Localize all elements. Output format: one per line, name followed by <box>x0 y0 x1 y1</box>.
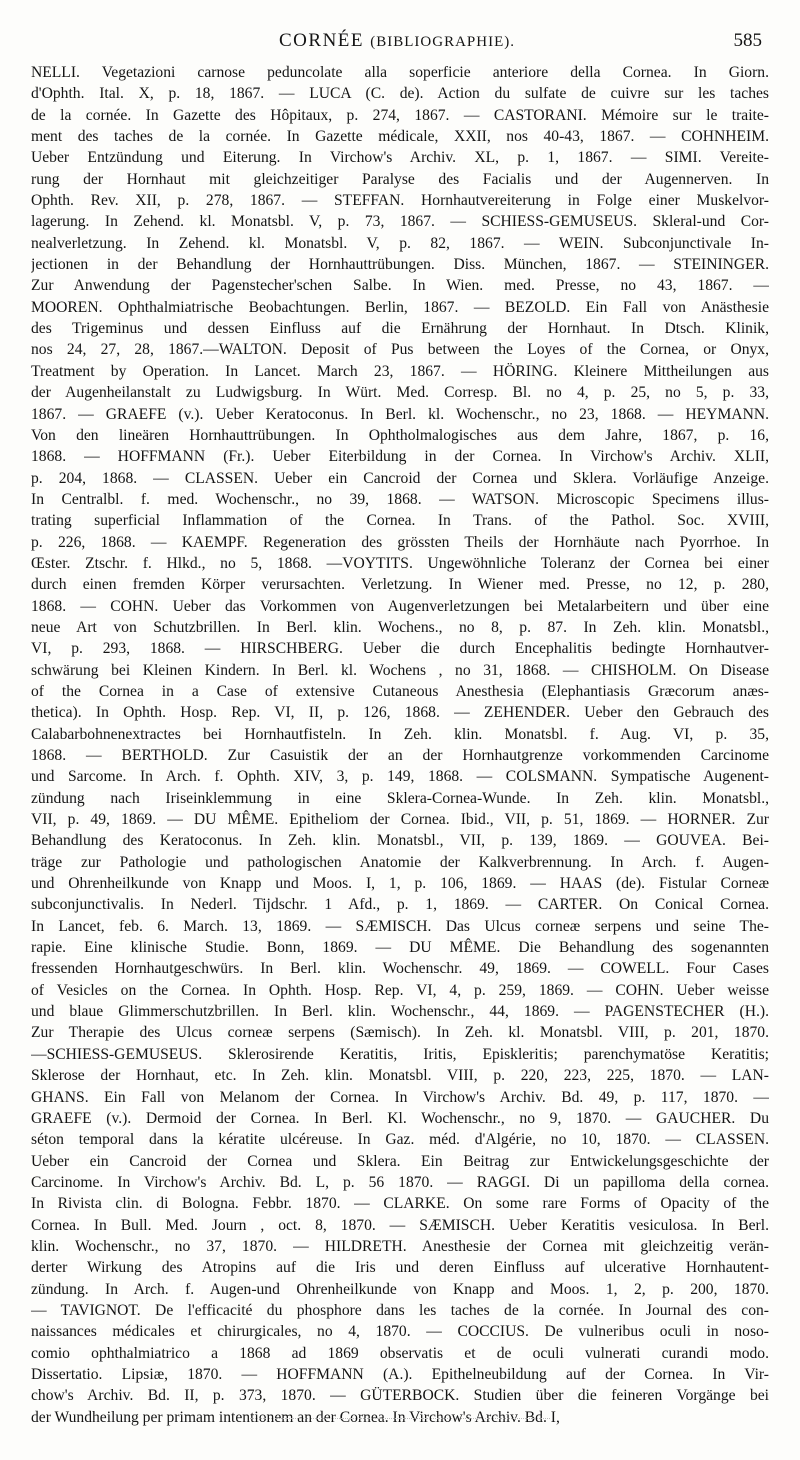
text-line: Calabarbohnenextractes bei Hornhautfisteln. In Zeh. klin. Monatsbl. f. Aug. VI, p. 35, <box>31 725 769 743</box>
text-line: p. 204, 1868. — CLASSEN. Ueber ein Cancroid der Cornea und Sklera. Vorläufige Anzeige. <box>31 469 769 487</box>
text-line: Dissertatio. Lipsiæ, 1870. — HOFFMANN (A.). Epithelneubildung auf der Cornea. In Vir- <box>31 1365 769 1383</box>
text-line: Ueber Entzündung und Eiterung. In Virchow's Archiv. XL, p. 1, 1867. — SIMI. Vereite- <box>31 149 769 167</box>
text-line: VII, p. 49, 1869. — DU MÊME. Epitheliom der Cornea. Ibid., VII, p. 51, 1869. — HORNER. Zur <box>31 811 769 829</box>
text-line: thetica). In Ophth. Hosp. Rep. VI, II, p. 126, 1868. — ZEHENDER. Ueber den Gebrauch des <box>31 704 769 722</box>
text-line: 1868. — HOFFMANN (Fr.). Ueber Eiterbildung in der Cornea. In Virchow's Archiv. XLII, <box>31 448 769 466</box>
text-line: In Rivista clin. di Bologna. Febbr. 1870. — CLARKE. On some rare Forms of Opacity of the <box>31 1195 769 1213</box>
text-line: chow's Archiv. Bd. II, p. 373, 1870. — GÜTERBOCK. Studien über die feineren Vorgänge bei <box>31 1387 769 1405</box>
text-line: träge zur Pathologie und pathologischen Anatomie der Kalkverbrennung. In Arch. f. Augen- <box>31 853 769 871</box>
page-number: 585 <box>733 30 762 51</box>
text-line: ment des taches de la cornée. In Gazette médicale, XXII, nos 40-43, 1867. — COHNHEIM. <box>31 128 769 146</box>
text-line: 1868. — BERTHOLD. Zur Casuistik der an der Hornhautgrenze vorkommenden Carcinome <box>31 747 769 764</box>
text-line: Ueber ein Cancroid der Cornea und Sklera. Ein Beitrag zur Entwickelungsgeschichte der <box>31 1152 769 1170</box>
text-line: de la cornée. In Gazette des Hôpitaux, p. 274, 1867. — CASTORANI. Mémoire sur le traite- <box>31 106 769 124</box>
running-title <box>32 30 762 52</box>
text-line: klin. Wochenschr., no 37, 1870. — HILDRETH. Anesthesie der Cornea mit gleichzeitig verän- <box>31 1237 769 1255</box>
text-line: zündung. In Arch. f. Augen-und Ohrenheilkunde von Knapp and Moos. 1, 2, p. 200, 1870. <box>31 1280 769 1298</box>
text-line: — TAVIGNOT. De l'efficacité du phosphore dans les taches de la cornée. In Journal des con- <box>31 1301 769 1319</box>
text-line: Von den lineären Hornhauttrübungen. In Ophtholmalogisches aus dem Jahre, 1867, p. 16, <box>31 426 769 444</box>
text-line: durch einen fremden Körper verursachten. Verletzung. In Wiener med. Presse, no 12, p. 280, <box>31 576 769 594</box>
text-line: GRAEFE (v.). Dermoid der Cornea. In Berl. Kl. Wochenschr., no 9, 1870. — GAUCHER. Du <box>31 1109 769 1127</box>
text-line: Treatment by Operation. In Lancet. March 23, 1867. — HÖRING. Kleinere Mittheilungen aus <box>31 362 769 380</box>
text-line: subconjunctivalis. In Nederl. Tijdschr. 1 Afd., p. 1, 1869. — CARTER. On Conical Cornea. <box>31 896 769 914</box>
text-line: fressenden Hornhautgeschwürs. In Berl. klin. Wochenschr. 49, 1869. — COWELL. Four Cases <box>31 960 769 978</box>
text-line: Cornea. In Bull. Med. Journ , oct. 8, 1870. — SÆMISCH. Ueber Keratitis vesiculosa. In Berl. <box>31 1216 769 1234</box>
text-line: p. 226, 1868. — KAEMPF. Regeneration des grössten Theils der Hornhäute nach Pyorrhoe. In <box>31 533 769 551</box>
text-line: of Vesicles on the Cornea. In Ophth. Hosp. Rep. VI, 4, p. 259, 1869. — COHN. Ueber weisse <box>31 981 769 999</box>
text-line: GHANS. Ein Fall von Melanom der Cornea. In Virchow's Archiv. Bd. 49, p. 117, 1870. — <box>31 1088 769 1106</box>
page-header <box>32 26 762 56</box>
text-line: —SCHIESS-GEMUSEUS. Sklerosirende Keratitis, Iritis, Episkleritis; parenchymatöse Keratitis; <box>31 1045 769 1063</box>
text-line: derter Wirkung des Atropins auf die Iris und deren Einfluss auf ulcerative Hornhautent- <box>31 1259 769 1277</box>
text-line: MOOREN. Ophthalmiatrische Beobachtungen. Berlin, 1867. — BEZOLD. Ein Fall von Anästhesie <box>31 298 769 316</box>
text-line: rapie. Eine klinische Studie. Bonn, 1869. — DU MÊME. Die Behandlung des sogenannten <box>31 939 769 957</box>
text-line: Zur Anwendung der Pagenstecher'schen Salbe. In Wien. med. Presse, no 43, 1867. — <box>31 277 769 295</box>
text-line: lagerung. In Zehend. kl. Monatsbl. V, p. 73, 1867. — SCHIESS-GEMUSEUS. Skleral-und Cor- <box>31 213 769 231</box>
footer-rule <box>250 1418 550 1419</box>
text-line: der Wundheilung per primam intentionem an der Cornea. In Virchow's Archiv. Bd. I, <box>31 1408 560 1426</box>
text-line: 1867. — GRAEFE (v.). Ueber Keratoconus. In Berl. kl. Wochenschr., no 23, 1868. — HEYMANN. <box>31 405 769 423</box>
text-line: Behandlung des Keratoconus. In Zeh. klin. Monatsbl., VII, p. 139, 1869. — GOUVEA. Bei- <box>31 832 769 850</box>
text-line: Carcinome. In Virchow's Archiv. Bd. L, p. 56 1870. — RAGGI. Di un papilloma della cornea. <box>31 1173 769 1191</box>
text-line: zündung nach Iriseinklemmung in eine Sklera-Cornea-Wunde. In Zeh. klin. Monatsbl., <box>31 789 769 807</box>
text-line: Ophth. Rev. XII, p. 278, 1867. — STEFFAN. Hornhautvereiterung in Folge einer Muskelvor- <box>31 192 769 210</box>
text-line: NELLI. Vegetazioni carnose peduncolate alla soperficie anteriore della Cornea. In Giorn. <box>31 64 769 81</box>
text-line: In Lancet, feb. 6. March. 13, 1869. — SÆMISCH. Das Ulcus corneæ serpens und seine The- <box>31 917 769 935</box>
text-line: In Centralbl. f. med. Wochenschr., no 39, 1868. — WATSON. Microscopic Specimens illus- <box>31 490 769 508</box>
text-line: jectionen in der Behandlung der Hornhauttrübungen. Diss. München, 1867. — STEININGER. <box>31 256 769 274</box>
bibliography-text <box>31 62 769 1428</box>
text-line: naissances médicales et chirurgicales, no 4, 1870. — COCCIUS. De vulneribus oculi in noso- <box>31 1323 769 1341</box>
text-line: d'Ophth. Ital. X, p. 18, 1867. — LUCA (C. de). Action du sulfate de cuivre sur les taches <box>31 85 769 103</box>
text-line: Œster. Ztschr. f. Hlkd., no 5, 1868. —VOYTITS. Ungewöhnliche Toleranz der Cornea bei einer <box>31 554 769 572</box>
text-line: comio ophthalmiatrico a 1868 ad 1869 observatis et de oculi vulnerati curandi modo. <box>31 1344 769 1362</box>
text-line: nealverletzung. In Zehend. kl. Monatsbl. V, p. 82, 1867. — WEIN. Subconjunctivale In- <box>31 234 769 252</box>
text-line: 1868. — COHN. Ueber das Vorkommen von Augenverletzungen bei Metalarbeitern und über eine <box>31 597 769 615</box>
text-line: rung der Hornhaut mit gleichzeitiger Paralyse des Facialis und der Augennerven. In <box>31 170 769 188</box>
text-line: nos 24, 27, 28, 1867.—WALTON. Deposit of Pus between the Loyes of the Cornea, or Onyx, <box>31 341 769 359</box>
text-line: schwärung bei Kleinen Kindern. In Berl. kl. Wochens , no 31, 1868. — CHISHOLM. On Disease <box>31 661 769 679</box>
text-line: und blaue Glimmerschutzbrillen. In Berl. klin. Wochenschr., 44, 1869. — PAGENSTECHER (H.). <box>31 1003 769 1021</box>
text-line: des Trigeminus und dessen Einfluss auf die Ernährung der Hornhaut. In Dtsch. Klinik, <box>31 320 769 338</box>
section-title: CORNÉE <box>279 30 364 51</box>
text-line: Zur Therapie des Ulcus corneæ serpens (Sæmisch). In Zeh. kl. Monatsbl. VIII, p. 201, 1870. <box>31 1024 769 1042</box>
text-line: séton temporal dans la kératite ulcéreuse. In Gaz. méd. d'Algérie, no 10, 1870. — CLASSEN. <box>31 1131 769 1149</box>
text-line: Sklerose der Hornhaut, etc. In Zeh. klin. Monatsbl. VIII, p. 220, 223, 225, 1870. — LAN- <box>31 1067 769 1085</box>
text-line: trating superficial Inflammation of the Cornea. In Trans. of the Pathol. Soc. XVIII, <box>31 512 769 530</box>
text-line: und Ohrenheilkunde von Knapp und Moos. I, 1, p. 106, 1869. — HAAS (de). Fistular Corneæ <box>31 875 769 893</box>
text-line: of the Cornea in a Case of extensive Cutaneous Anesthesia (Elephantiasis Græcorum anæs- <box>31 682 769 700</box>
text-line: neue Art von Schutzbrillen. In Berl. klin. Wochens., no 8, p. 87. In Zeh. klin. Monatsbl., <box>31 618 769 636</box>
text-line: VI, p. 293, 1868. — HIRSCHBERG. Ueber die durch Encephalitis bedingte Hornhautver- <box>31 640 769 658</box>
text-line: der Augenheilanstalt zu Ludwigsburg. In Würt. Med. Corresp. Bl. no 4, p. 25, no 5, p. 33, <box>31 384 769 402</box>
section-subtitle: (BIBLIOGRAPHIE). <box>370 34 515 50</box>
text-line: und Sarcome. In Arch. f. Ophth. XIV, 3, p. 149, 1868. — COLSMANN. Sympatische Augenent- <box>31 768 769 786</box>
